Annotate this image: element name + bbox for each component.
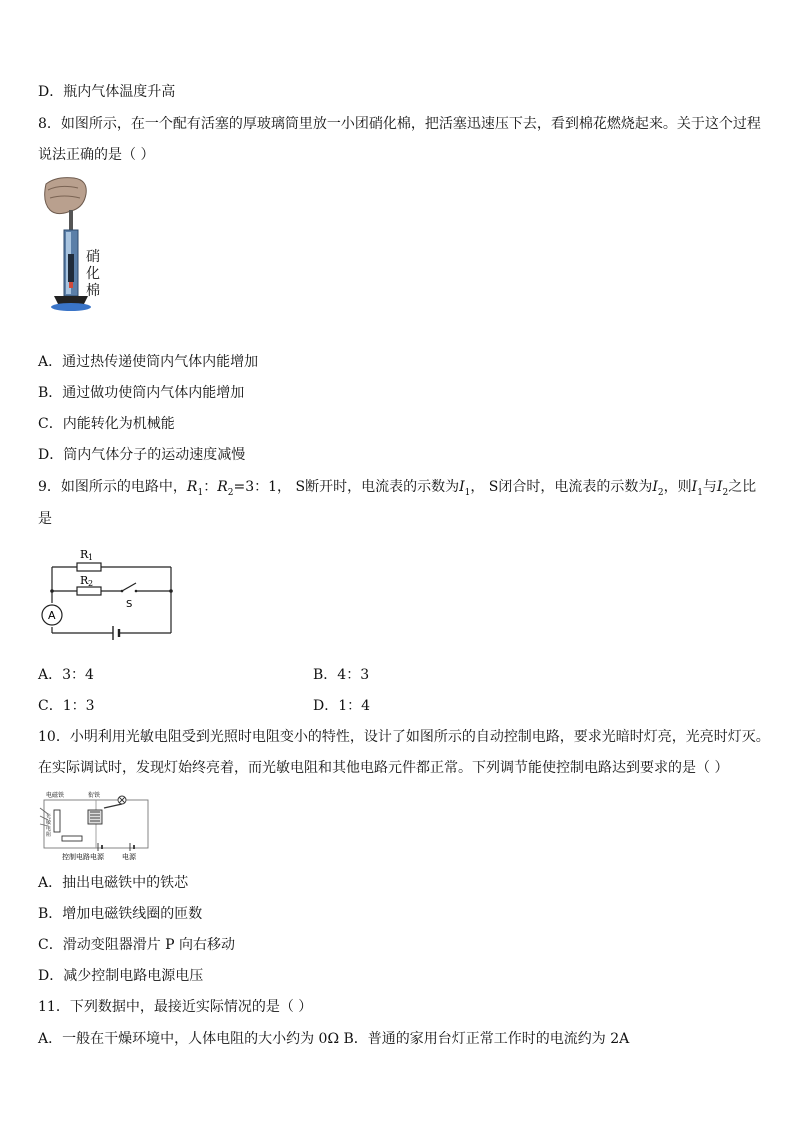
q8-option-a: A．通过热传递使筒内气体内能增加 [38, 354, 259, 370]
i1-subscript: 1 [464, 487, 471, 498]
i2-symbol: I [652, 479, 658, 495]
photoresistor [54, 810, 60, 832]
q9-option-a: A．3：4 [38, 667, 94, 683]
photoresistor-label-char: 阻 [46, 832, 52, 838]
q9-stem-part: 9．如图所示的电路中， [38, 479, 187, 495]
control-power-label: 控制电路电源 [62, 853, 104, 860]
switch-label: S [126, 599, 133, 610]
q11-stem: 11．下列数据中，最接近实际情况的是（ ） [38, 999, 313, 1015]
q9-stem-part: =3：1， S断开时，电流表的示数为 [233, 479, 460, 495]
q8-option-d: D．筒内气体分子的运动速度减慢 [38, 447, 246, 463]
r1-symbol: R [186, 479, 198, 495]
armature-label: 衔铁 [88, 792, 101, 799]
label-char: 化 [86, 266, 100, 282]
power-label: 电源 [122, 853, 136, 860]
i1-subscript: 1 [697, 487, 703, 498]
r1-label: R [80, 548, 89, 561]
q9-stem-line2: 是 [38, 511, 52, 527]
q10-stem-line2: 在实际调试时，发现灯始终亮着，而光敏电阻和其他电路元件都正常。下列调节能使控制电路达到要求的是（ ） [38, 760, 729, 776]
q9-stem-line1 [38, 478, 756, 502]
i1-symbol: I [459, 479, 465, 495]
q9-circuit-diagram [38, 540, 178, 648]
q7-option-d: D．瓶内气体温度升高 [38, 84, 176, 100]
q9-stem-part: ，则 [663, 479, 692, 495]
q8-stem-line2: 说法正确的是（ ） [38, 147, 155, 163]
q9-option-b: B．4：3 [313, 667, 370, 683]
r1-label-sub: 1 [88, 553, 94, 562]
switch-contact [121, 590, 124, 593]
q8-stem-line1: 8．如图所示，在一个配有活塞的厚玻璃筒里放一小团硝化棉，把活塞迅速压下去，看到棉花燃烧起来。关于这个过程 [38, 116, 761, 132]
i2-symbol: I [716, 479, 723, 495]
control-circuit-svg [38, 788, 154, 860]
switch-contact [135, 590, 138, 593]
label-char: 硝 [86, 249, 100, 265]
q10-option-c: C．滑动变阻器滑片 P 向右移动 [38, 937, 236, 953]
i1-symbol: I [691, 479, 698, 495]
q8-option-c: C．内能转化为机械能 [38, 416, 175, 432]
q9-stem-part: 之比 [728, 479, 757, 495]
junction-dot [50, 589, 54, 593]
q10-stem-line1: 10．小明利用光敏电阻受到光照时电阻变小的特性，设计了如图所示的自动控制电路，要求光暗时灯亮，光亮时灯灭。 [38, 729, 770, 745]
r1-subscript: 1 [197, 487, 204, 498]
r2-label-sub: 2 [88, 579, 94, 588]
junction-dot [169, 589, 173, 593]
q9-option-c: C．1：3 [38, 698, 95, 714]
photoresistor-label-char: 电 [46, 826, 52, 832]
armature [104, 804, 122, 808]
q8-figure-label [86, 249, 100, 300]
electromagnet-label: 电磁铁 [46, 792, 65, 799]
r2-subscript: 2 [227, 487, 234, 498]
r2-label: R [80, 574, 89, 587]
photoresistor-label-char: 敏 [46, 820, 52, 826]
photoresistor-label-char: 光 [46, 814, 52, 820]
resistor-r2 [77, 587, 101, 595]
i2-subscript: 2 [657, 487, 664, 498]
q10-option-b: B．增加电磁铁线圈的匝数 [38, 906, 203, 922]
rheostat [62, 836, 82, 841]
i2-subscript: 2 [722, 487, 729, 498]
ratio-colon: ： [203, 479, 218, 495]
resistor-r1 [77, 563, 101, 571]
q10-option-a: A．抽出电磁铁中的铁芯 [38, 875, 189, 891]
circuit-svg [38, 540, 178, 648]
q10-control-circuit-diagram [38, 788, 154, 860]
label-char: 棉 [86, 283, 100, 299]
q8-option-b: B．通过做功使筒内气体内能增加 [38, 385, 245, 401]
q10-option-d: D．减少控制电路电源电压 [38, 968, 204, 984]
q9-option-d: D．1：4 [313, 698, 371, 714]
ammeter-label: A [48, 609, 56, 622]
q9-stem-part: 与 [702, 479, 717, 495]
r2-symbol: R [217, 479, 228, 495]
q9-stem-part: ， S闭合时，电流表的示数为 [470, 479, 653, 495]
switch-s [122, 583, 136, 591]
q11-options-a-b: A．一般在干燥环境中，人体电阻的大小约为 0Ω B．普通的家用台灯正常工作时的电流约为 2A [38, 1031, 630, 1047]
